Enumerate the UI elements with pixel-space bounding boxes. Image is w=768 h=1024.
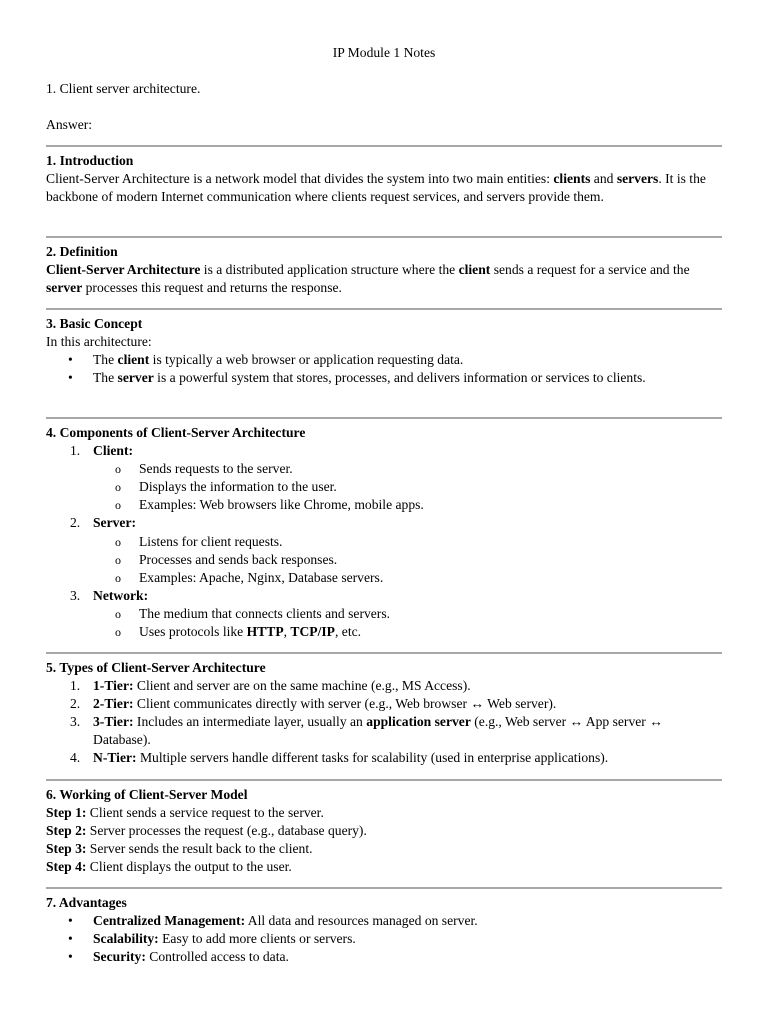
sub-list — [46, 605, 722, 641]
section-definition — [46, 243, 722, 297]
list-item: • Security: Controlled access to data. — [46, 948, 722, 966]
section-divider — [46, 308, 722, 310]
sub-list-item: o Examples: Apache, Nginx, Database servers. — [46, 569, 722, 587]
sub-list-item: o Displays the information to the user. — [46, 478, 722, 496]
sub-list-item: o Uses protocols like HTTP, TCP/IP, etc. — [46, 623, 722, 641]
sub-list — [46, 460, 722, 514]
list-item: • Centralized Management: All data and resources managed on server. — [46, 912, 722, 930]
sub-list-item: o Processes and sends back responses. — [46, 551, 722, 569]
sub-list-item: o Sends requests to the server. — [46, 460, 722, 478]
answer-label: Answer: — [46, 117, 93, 132]
section-divider — [46, 779, 722, 781]
sub-list-item: o The medium that connects clients and servers. — [46, 605, 722, 623]
list-item: 1. Client: o Sends requests to the server. o Displays the information to the user. o Examples: Web browsers like Chrome, mobile apps. — [46, 442, 722, 514]
list-item: • The server is a powerful system that stores, processes, and delivers information or services to clients. — [46, 369, 722, 387]
types-list — [46, 677, 722, 767]
section-divider — [46, 236, 722, 238]
section-body: Client-Server Architecture is a distributed application structure where the client sends a request for a service and the server processes this request and returns the response. — [46, 262, 690, 296]
section-divider — [46, 145, 722, 147]
step-line: Step 2: Server processes the request (e.g., database query). — [46, 823, 367, 839]
section-heading: 1. Introduction — [46, 153, 134, 168]
sub-list — [46, 533, 722, 587]
section-heading: 4. Components of Client-Server Architecture — [46, 425, 306, 440]
list-item: 2. Server: o Listens for client requests. o Processes and sends back responses. o Examples: Apache, Nginx, Database servers. — [46, 514, 722, 586]
question-line: 1. Client server architecture. — [46, 81, 201, 96]
page-title: IP Module 1 Notes — [332, 45, 436, 60]
list-item: • Scalability: Easy to add more clients or servers. — [46, 930, 722, 948]
sub-list-item: o Listens for client requests. — [46, 533, 722, 551]
section-basic-concept — [46, 315, 722, 387]
section-body: Client-Server Architecture is a network model that divides the system into two main entities: clients and servers. It is the backbone of modern Internet communication where clients request services, and servers provide them. — [46, 171, 706, 205]
section-working — [46, 786, 722, 876]
section-divider — [46, 417, 722, 419]
step-line: Step 1: Client sends a service request to the server. — [46, 805, 324, 821]
list-item: 4. N-Tier: Multiple servers handle different tasks for scalability (used in enterprise applications). — [70, 750, 609, 766]
list-item: 3. Network: o The medium that connects clients and servers. o Uses protocols like HTTP, TCP/IP, etc. — [46, 587, 722, 641]
section-divider — [46, 652, 722, 654]
step-line: Step 4: Client displays the output to the user. — [46, 859, 292, 875]
section-types — [46, 659, 722, 768]
section-heading: 5. Types of Client-Server Architecture — [46, 660, 266, 675]
section-heading: 6. Working of Client-Server Model — [46, 787, 248, 802]
components-list — [46, 442, 722, 641]
section-introduction — [46, 152, 722, 206]
section-heading: 2. Definition — [46, 244, 118, 259]
bullet-list — [46, 912, 722, 966]
section-heading: 7. Advantages — [46, 895, 127, 910]
list-item: 1. 1-Tier: Client and server are on the same machine (e.g., MS Access). — [70, 678, 471, 694]
section-divider — [46, 887, 722, 889]
section-intro: In this architecture: — [46, 334, 152, 350]
section-components — [46, 424, 722, 641]
sub-list-item: o Examples: Web browsers like Chrome, mobile apps. — [46, 496, 722, 514]
list-item: 2. 2-Tier: Client communicates directly with server (e.g., Web browser ↔ Web server). — [70, 696, 557, 712]
section-advantages — [46, 894, 722, 966]
section-heading: 3. Basic Concept — [46, 316, 143, 331]
bullet-list — [46, 351, 722, 387]
step-line: Step 3: Server sends the result back to the client. — [46, 841, 313, 857]
list-item: 3. 3-Tier: Includes an intermediate layer, usually an application server (e.g., Web server ↔ App server ↔ Database). — [70, 714, 663, 748]
list-item: • The client is typically a web browser or application requesting data. — [46, 351, 722, 369]
